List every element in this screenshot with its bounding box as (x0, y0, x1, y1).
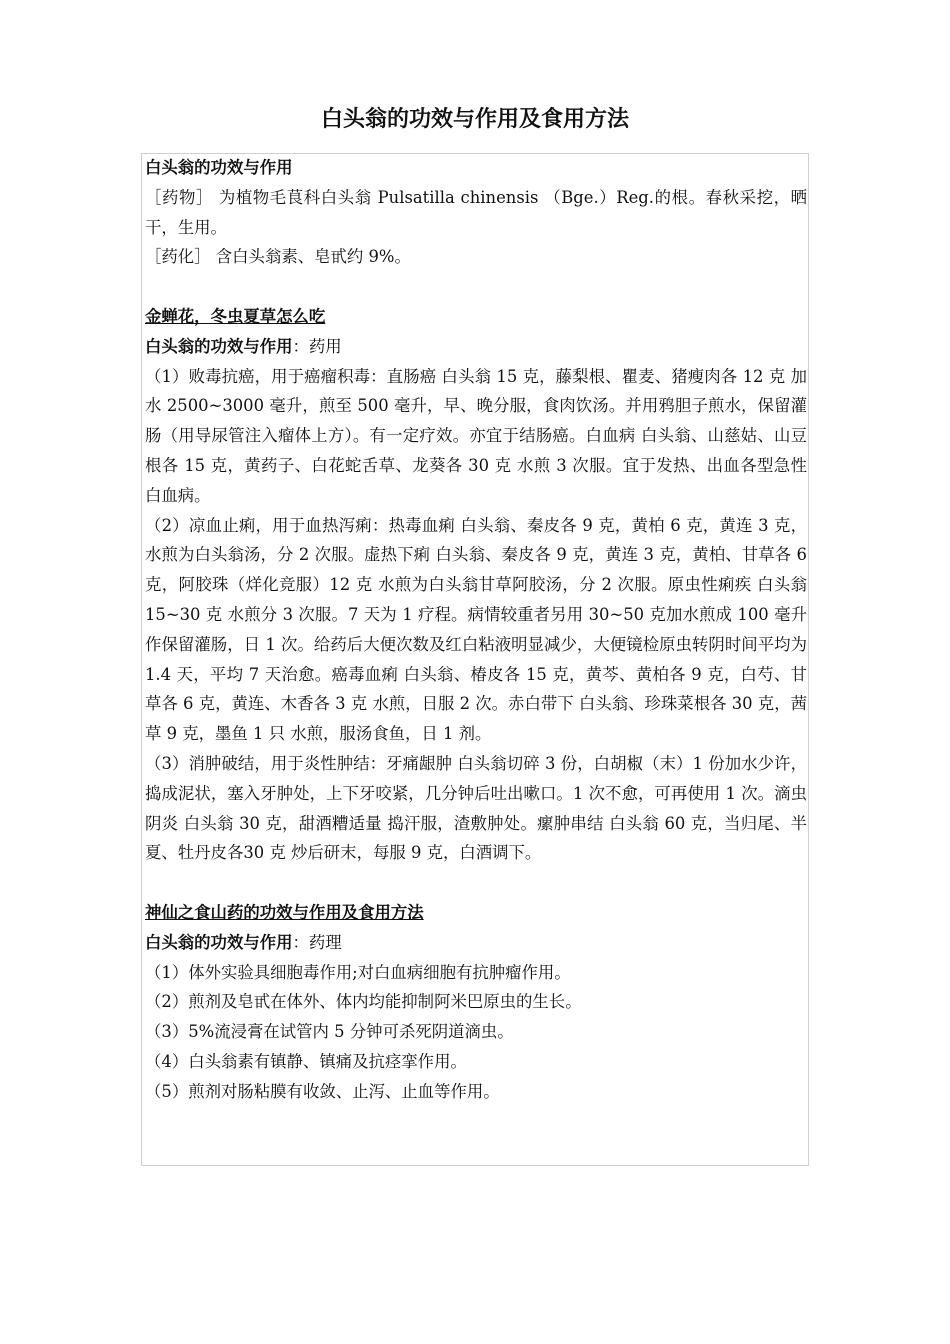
related-article-link[interactable]: 神仙之食山药的功效与作用及食用方法 (145, 902, 424, 922)
pharmacology-item: （3）5%流浸膏在试管内 5 分钟可杀死阴道滴虫。 (145, 1022, 514, 1042)
section-heading-label: 白头翁的功效与作用 (145, 932, 293, 952)
page-title: 白头翁的功效与作用及食用方法 (320, 107, 629, 132)
section-heading-suffix: ：药用 (292, 336, 342, 356)
section-heading-medicinal (145, 332, 807, 362)
pharmacology-item: （5）煎剂对肠粘膜有收敛、止泻、止血等作用。 (145, 1081, 500, 1101)
related-article-link[interactable]: 金蝉花，冬虫夏草怎么吃 (145, 306, 326, 326)
section-heading-suffix: ：药理 (292, 932, 342, 952)
section-heading: 白头翁的功效与作用 (145, 158, 293, 177)
paragraph-use-3: （3）消肿破结，用于炎性肿结：牙痛龈肿 白头翁切碎 3 份，白胡椒（末）1 份加水少许，捣成泥状，塞入牙肿处，上下牙咬紧，几分钟后吐出嗽口。1 次不愈，可再使用 1 次。滴虫阴炎 白头翁 30 克，甜酒糟适量 捣汗服，渣敷肿处。瘰肿串结 白头翁 60 克，当归尾、半夏、牡丹皮各30 克 炒后研末，每服 9 克，白酒调下。 (145, 753, 807, 863)
pharmacology-item: （4）白头翁素有镇静、镇痛及抗痉挛作用。 (145, 1051, 467, 1071)
article-body (145, 153, 807, 1107)
paragraph-drug: ［药物］ 为植物毛茛科白头翁 Pulsatilla chinensis （Bge.）Reg.的根。春秋采挖，晒干，生用。 (145, 187, 807, 237)
section-heading-label: 白头翁的功效与作用 (145, 336, 293, 356)
pharmacology-item: （1）体外实验具细胞毒作用;对白血病细胞有抗肿瘤作用。 (145, 962, 571, 982)
spacer (145, 272, 807, 302)
spacer (145, 868, 807, 898)
paragraph-chemistry: ［药化］ 含白头翁素、皂甙约 9%。 (145, 247, 411, 267)
pharmacology-item: （2）煎剂及皂甙在体外、体内均能抑制阿米巴原虫的生长。 (145, 992, 582, 1012)
section-heading-pharmacology (145, 928, 807, 958)
paragraph-use-1: （1）败毒抗癌，用于癌瘤积毒：直肠癌 白头翁 15 克，藤梨根、瞿麦、猪瘦肉各 12 克 加水 2500~3000 毫升，煎至 500 毫升，早、晚分服，食肉饮汤。并用鸦胆子煎水，保留灌肠（用导尿管注入瘤体上方）。有一定疗效。亦宜于结肠癌。白血病 白头翁、山慈姑、山豆根各 15 克，黄药子、白花蛇舌草、龙葵各 30 克 水煎 3 次服。宜于发热、出血各型急性白血病。 (145, 366, 807, 505)
paragraph-use-2: （2）凉血止痢，用于血热泻痢：热毒血痢 白头翁、秦皮各 9 克，黄柏 6 克，黄连 3 克，水煎为白头翁汤，分 2 次服。虚热下痢 白头翁、秦皮各 9 克，黄连 3 克，黄柏、甘草各 6 克，阿胶珠（烊化竞服）12 克 水煎为白头翁甘草阿胶汤，分 2 次服。原虫性痢疾 白头翁 15~30 克 水煎分 3 次服。7 天为 1 疗程。病情较重者另用 30~50 克加水煎成 100 毫升作保留灌肠，日 1 次。给药后大便次数及红白粘液明显减少，大便镜检原虫转阴时间平均为 1.4 天，平均 7 天治愈。癌毒血痢 白头翁、椿皮各 15 克，黄芩、黄柏各 9 克，白芍、甘草各 6 克，黄连、木香各 3 克 水煎，日服 2 次。赤白带下 白头翁、珍珠菜根各 30 克，茜草 9 克，墨鱼 1 只 水煎，服汤食鱼，日 1 剂。 (145, 515, 807, 744)
